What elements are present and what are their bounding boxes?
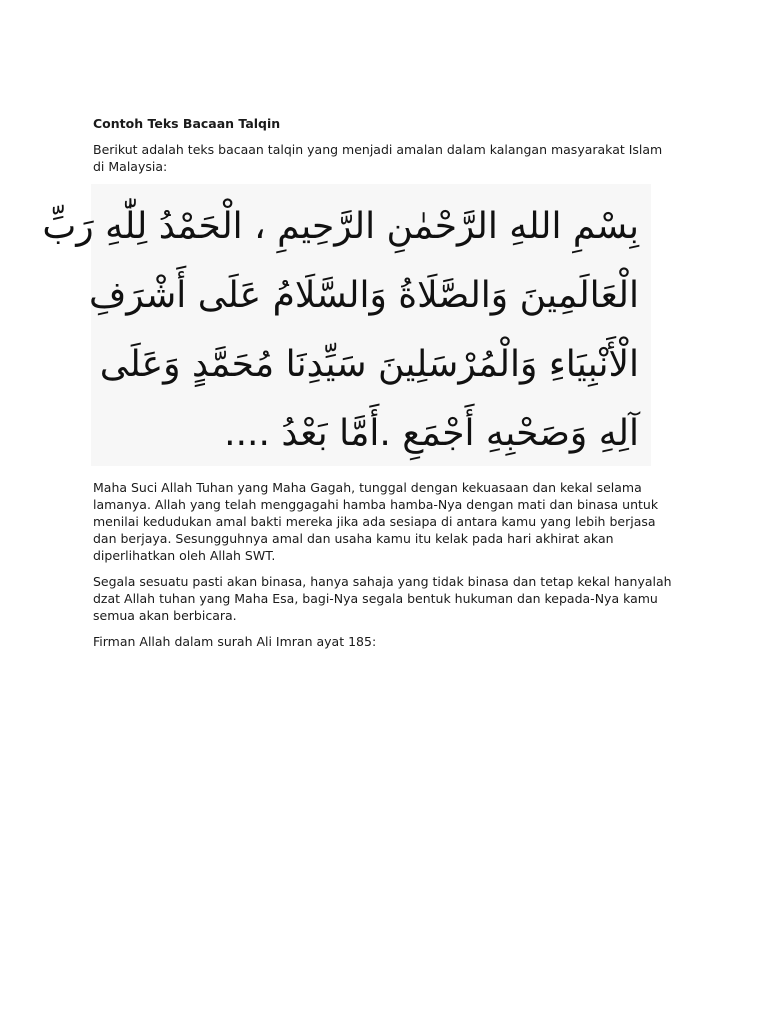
arabic-text-image — [42, 184, 651, 466]
document-page — [42, 115, 673, 659]
document-title: Contoh Teks Bacaan Talqin — [93, 116, 281, 131]
arabic-line-4: آلِهِ وَصَحْبِهِ أَجْمَعِ .أَمَّا بَعْدُ .... — [224, 413, 639, 454]
arabic-line-3: الْأَنْبِيَاءِ وَالْمُرْسَلِينَ سَيِّدِنَا مُحَمَّدٍ وَعَلَى — [99, 344, 639, 385]
arabic-line-2: الْعَالَمِينَ وَالصَّلَاةُ وَالسَّلَامُ عَلَى أَشْرَفِ — [88, 275, 639, 316]
arabic-line-1: بِسْمِ اللهِ الرَّحْمٰنِ الرَّحِيمِ ، الْحَمْدُ لِلّٰهِ رَبِّ — [42, 206, 639, 247]
paragraph-1: Maha Suci Allah Tuhan yang Maha Gagah, tunggal dengan kekuasaan dan kekal selama lamanya. Allah yang telah menggagahi hamba hamba-Nya dengan mati dan binasa untuk menilai kedudukan amal bakti mereka jika ada sesiapa di antara kamu yang lebih berjasa dan berjaya. Sesungguhnya amal dan usaha kamu itu kelak pada hari akhirat akan diperlihatkan oleh Allah SWT. — [93, 480, 659, 563]
paragraph-3: Firman Allah dalam surah Ali Imran ayat 185: — [93, 634, 377, 649]
intro-paragraph: Berikut adalah teks bacaan talqin yang menjadi amalan dalam kalangan masyarakat Islam di Malaysia: — [93, 142, 663, 174]
paragraph-2: Segala sesuatu pasti akan binasa, hanya sahaja yang tidak binasa dan tetap kekal hanyalah dzat Allah tuhan yang Maha Esa, bagi-Nya segala bentuk hukuman dan kepada-Nya kamu semua akan berbicara. — [93, 574, 672, 623]
